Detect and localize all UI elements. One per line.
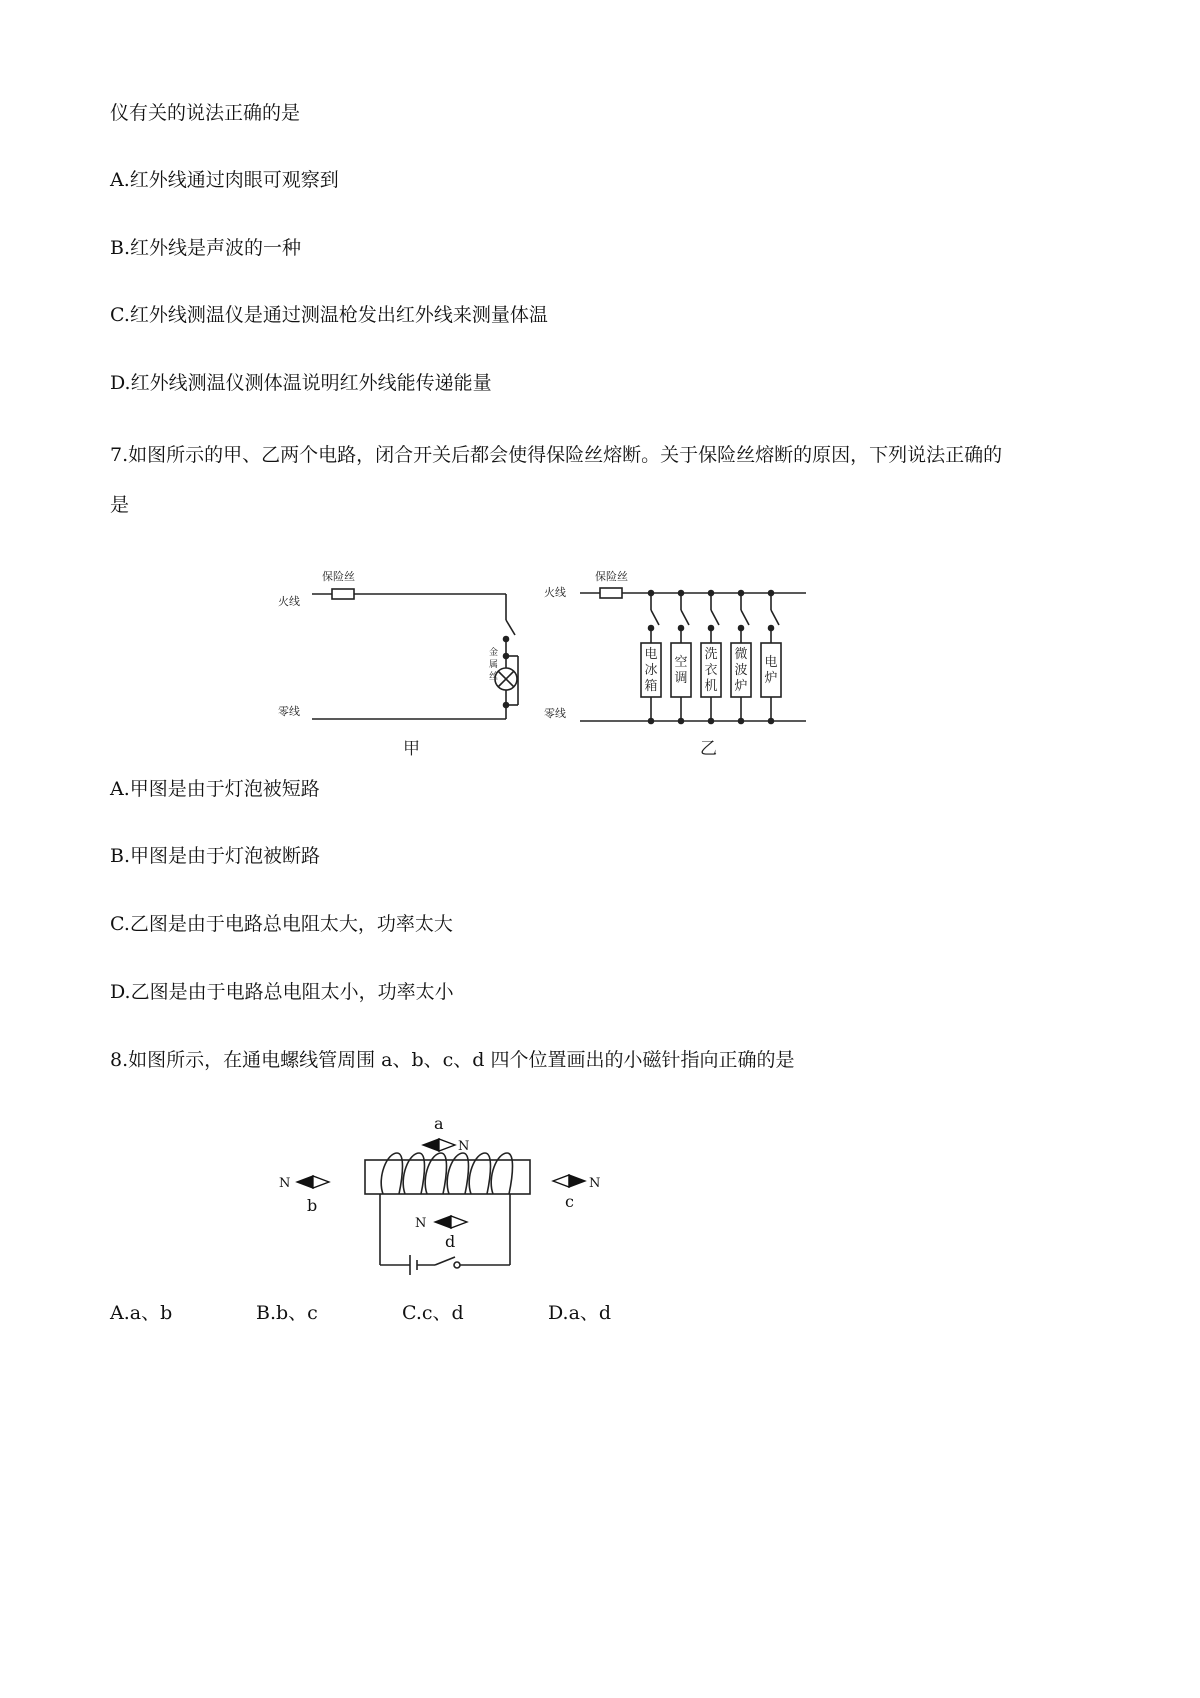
yi-appliance-label-char: 炉 <box>734 679 748 694</box>
q7-option-d: D.乙图是由于电路总电阻太小，功率太小 <box>110 981 454 1003</box>
label-b: b <box>307 1196 318 1215</box>
yi-appliance-label-char: 衣 <box>704 663 718 678</box>
yi-appliance-label-char: 洗 <box>704 647 718 662</box>
yi-neutral-label: 零线 <box>544 707 566 720</box>
label-a-N: N <box>458 1139 470 1154</box>
q7-option-c: C.乙图是由于电路总电阻太大，功率太大 <box>110 913 453 935</box>
needle-a-light <box>439 1139 455 1151</box>
yi-appliance-box <box>761 643 781 697</box>
label-d-N: N <box>415 1216 427 1231</box>
q6-stem-tail: 仪有关的说法正确的是 <box>110 102 301 124</box>
yi-appliance-label-char: 电 <box>764 655 778 670</box>
yi-junction-bottom <box>679 719 684 724</box>
yi-junction-bottom <box>709 719 714 724</box>
needle-c-light <box>553 1175 569 1187</box>
q7-stem-line2: 是 <box>110 494 130 516</box>
q6-option-c: C.红外线测温仪是通过测温枪发出红外线来测量体温 <box>110 304 548 326</box>
needle-b-dark <box>297 1176 313 1188</box>
needle-d-dark <box>435 1216 451 1228</box>
yi-appliance-label-char: 微 <box>734 647 748 662</box>
yi-appliance-label-char: 冰 <box>644 663 658 678</box>
yi-appliance-label-char: 炉 <box>764 671 778 686</box>
yi-appliance-label-char: 箱 <box>644 679 658 694</box>
label-d: d <box>445 1232 456 1251</box>
jia-live-label: 火线 <box>278 595 300 608</box>
yi-caption: 乙 <box>700 739 717 759</box>
jia-fuse-label: 保险丝 <box>322 570 355 583</box>
q8-option-a: A.a、b <box>110 1302 173 1324</box>
needle-d-light <box>451 1216 467 1228</box>
yi-switch <box>651 610 659 625</box>
yi-junction-bottom <box>739 719 744 724</box>
q6-option-a: A.红外线通过肉眼可观察到 <box>110 169 339 191</box>
q8-option-d: D.a、d <box>548 1302 612 1324</box>
yi-appliance-label-char: 调 <box>674 671 688 686</box>
jia-metal-wire-label-1: 金 <box>489 648 499 658</box>
q7-option-a: A.甲图是由于灯泡被短路 <box>110 778 320 800</box>
yi-fuse-label: 保险丝 <box>595 570 628 583</box>
q6-option-d: D.红外线测温仪测体温说明红外线能传递能量 <box>110 372 492 394</box>
yi-switch <box>681 610 689 625</box>
needle-c-dark <box>569 1175 585 1187</box>
yi-live-label: 火线 <box>544 586 566 599</box>
jia-metal-wire-label-2: 属 <box>489 660 499 670</box>
q8-option-b: B.b、c <box>256 1302 318 1324</box>
needle-b-light <box>313 1176 329 1188</box>
q8-solenoid-figure <box>265 1105 645 1285</box>
q7-circuit-figure <box>260 555 840 770</box>
q7-stem-line1: 7.如图所示的甲、乙两个电路，闭合开关后都会使得保险丝熔断。关于保险丝熔断的原因，下列说法正确的 <box>110 444 1003 466</box>
jia-metal-wire-label-3: 丝 <box>489 672 499 682</box>
yi-appliance-label-char: 空 <box>674 655 688 670</box>
yi-junction-bottom <box>649 719 654 724</box>
yi-switch <box>741 610 749 625</box>
label-c: c <box>565 1192 574 1211</box>
jia-caption: 甲 <box>403 739 420 759</box>
label-b-N: N <box>279 1176 291 1191</box>
q8-stem: 8.如图所示，在通电螺线管周围 a、b、c、d 四个位置画出的小磁针指向正确的是 <box>110 1049 795 1071</box>
label-c-N: N <box>589 1176 601 1191</box>
jia-neutral-label: 零线 <box>278 705 300 718</box>
yi-appliance-label-char: 电 <box>644 647 658 662</box>
needle-a-dark <box>423 1139 439 1151</box>
q7-option-b: B.甲图是由于灯泡被断路 <box>110 845 321 867</box>
yi-appliance-box <box>671 643 691 697</box>
yi-switch <box>771 610 779 625</box>
yi-switch <box>711 610 719 625</box>
yi-appliance-label-char: 波 <box>734 663 748 678</box>
yi-appliance-label-char: 机 <box>704 679 718 694</box>
label-a: a <box>434 1114 444 1133</box>
yi-junction-bottom <box>769 719 774 724</box>
q8-option-c: C.c、d <box>402 1302 464 1324</box>
q6-option-b: B.红外线是声波的一种 <box>110 237 302 259</box>
